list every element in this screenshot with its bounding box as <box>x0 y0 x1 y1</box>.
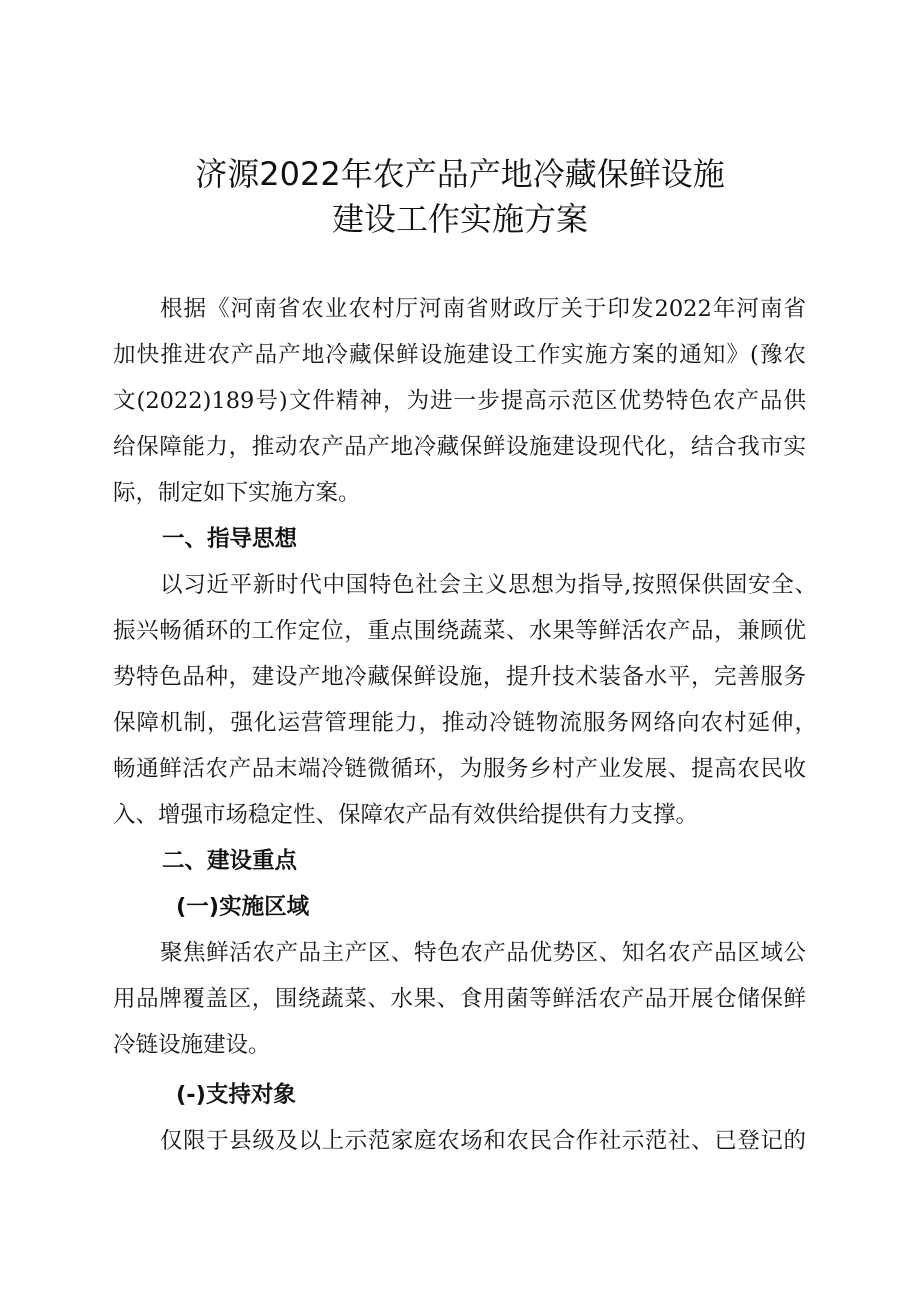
section1-line-5: 畅通鲜活农产品末端冷链微循环，为服务乡村产业发展、提高农民收 <box>113 756 806 782</box>
section-heading-construction-focus: 二、建设重点 <box>162 848 298 874</box>
section-heading-guiding-ideology: 一、指导思想 <box>162 526 298 552</box>
intro-line-2: 加快推进农产品产地冷藏保鲜设施建设工作实施方案的通知》(豫农 <box>113 342 806 368</box>
section1-line-6: 入、增强市场稳定性、保障农产品有效供给提供有力支撑。 <box>113 802 699 828</box>
section1-line-3: 势特色品种，建设产地冷藏保鲜设施，提升技术装备水平，完善服务 <box>113 664 806 690</box>
section1-line-1: 以习近平新时代中国特色社会主义思想为指导,按照保供固安全、 <box>160 572 817 598</box>
subsection2-line-1: 仅限于县级及以上示范家庭农场和农民合作社示范社、已登记的 <box>160 1128 806 1154</box>
intro-line-3: 文(2022)189号)文件精神，为进一步提高示范区优势特色农产品供 <box>113 388 806 414</box>
section1-line-4: 保障机制，强化运营管理能力，推动冷链物流服务网络向农村延伸， <box>113 710 817 736</box>
intro-line-5: 际，制定如下实施方案。 <box>113 480 361 506</box>
document-title-line-1: 济源2022年农产品产地冷藏保鲜设施 <box>195 155 725 193</box>
subsection1-line-1: 聚焦鲜活农产品主产区、特色农产品优势区、知名农产品区域公 <box>160 940 806 966</box>
subsection1-line-2: 用品牌覆盖区，围绕蔬菜、水果、食用菌等鲜活农产品开展仓储保鲜 <box>113 986 806 1012</box>
intro-line-4: 给保障能力，推动农产品产地冷藏保鲜设施建设现代化，结合我市实 <box>113 434 806 460</box>
section1-line-2: 振兴畅循环的工作定位，重点围绕蔬菜、水果等鲜活农产品，兼顾优 <box>113 618 806 644</box>
subsection-heading-support-targets: (-)支持对象 <box>176 1082 296 1108</box>
subsection1-line-3: 冷链设施建设。 <box>113 1032 271 1058</box>
document-title-line-2: 建设工作实施方案 <box>331 200 588 238</box>
intro-line-1: 根据《河南省农业农村厅河南省财政厅关于印发2022年河南省 <box>160 296 806 322</box>
subsection-heading-implementation-area: (一)实施区域 <box>176 894 310 920</box>
